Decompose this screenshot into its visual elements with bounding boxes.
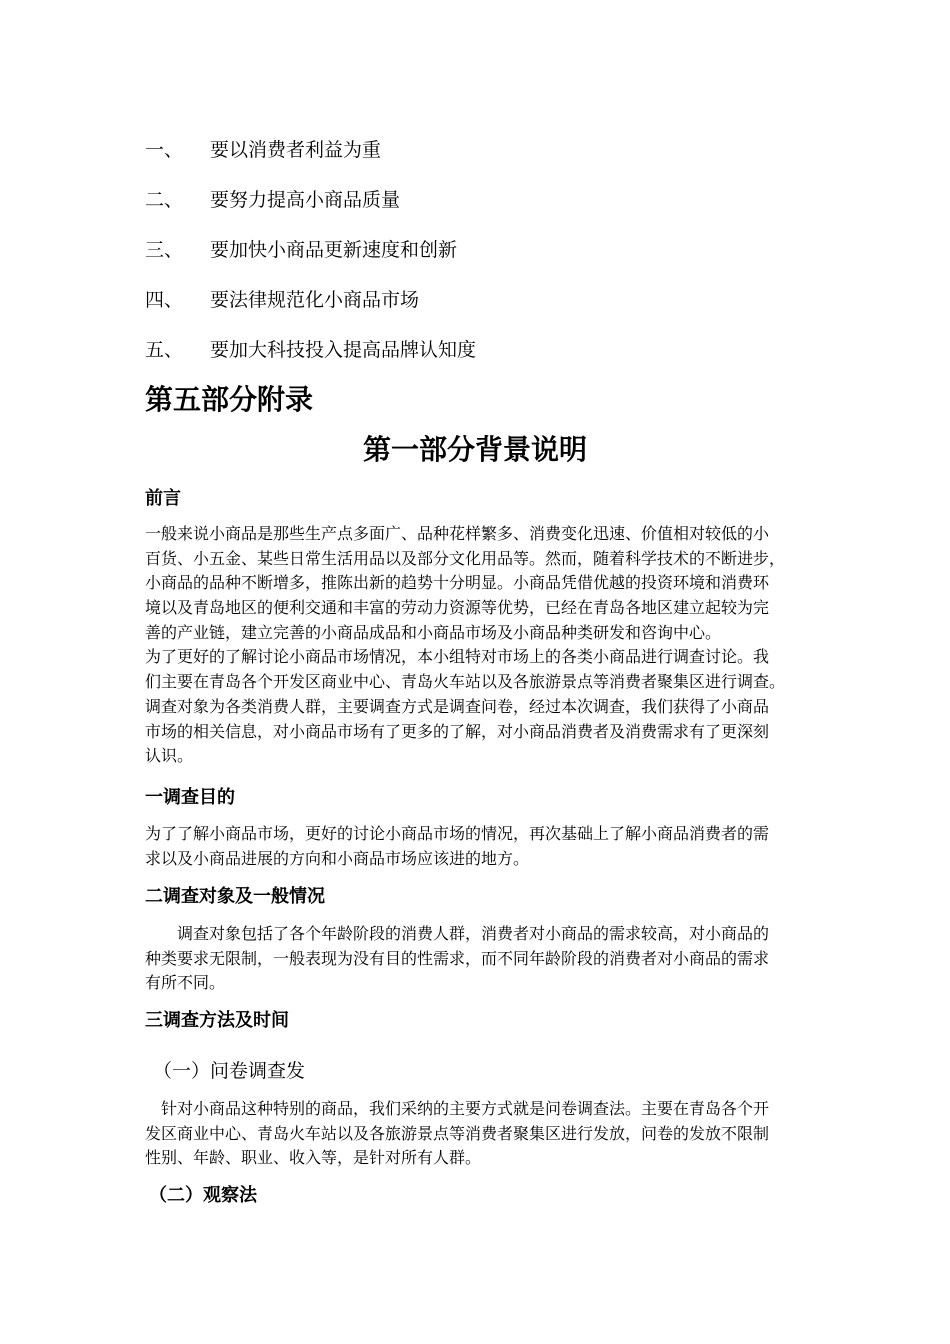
paragraph-line: 一般来说小商品是那些生产点多面广、品种花样繁多、消费变化迅速、价值相对较低的小: [145, 524, 770, 543]
section-1-paragraph: [145, 822, 817, 871]
paragraph-line: 们主要在青岛各个开发区商业中心、青岛火车站以及各旅游景点等消费者聚集区进行调查。: [145, 672, 786, 692]
part-five-heading: 第五部分附录: [145, 383, 314, 416]
paragraph-line: 市场的相关信息，对小商品市场有了更多的了解，对小商品消费者及消费需求有了更深刻: [145, 721, 770, 741]
paragraph-line: 种类要求无限制，一般表现为没有目的性需求，而不同年龄阶段的消费者对小商品的需求: [145, 948, 770, 968]
list-text: 要加大科技投入提高品牌认知度: [210, 339, 477, 361]
paragraph-line: 性别、年龄、职业、收入等，是针对所有人群。: [145, 1148, 482, 1168]
list-number: 四、: [145, 289, 184, 311]
section-2-heading: 二调查对象及一般情况: [145, 886, 325, 907]
paragraph-line: 百货、小五金、某些日常生活用品以及部分文化用品等。然而，随着科学技术的不断进步，: [145, 548, 786, 568]
paragraph-line: 境以及青岛地区的便利交通和丰富的劳动力资源等优势，已经在青岛各地区建立起较为完: [145, 598, 770, 618]
list-number: 一、: [145, 139, 184, 161]
section-2-paragraph: [145, 922, 817, 996]
paragraph-line: 有所不同。: [145, 973, 226, 993]
paragraph-line: 发区商业中心、青岛火车站以及各旅游景点等消费者聚集区进行发放，问卷的发放不限制: [145, 1123, 770, 1143]
list-number: 五、: [145, 339, 184, 361]
paragraph-line: 认识。: [145, 746, 194, 766]
subsection-observation-heading: （二）观察法: [149, 1185, 257, 1206]
list-text: 要法律规范化小商品市场: [210, 289, 420, 311]
paragraph-line: 针对小商品这种特别的商品，我们采纳的主要方式就是问卷调查法。主要在青岛各个开: [145, 1099, 770, 1118]
paragraph-line: 求以及小商品进展的方向和小商品市场应该进的地方。: [145, 848, 530, 868]
preface-paragraph-1: [145, 522, 817, 769]
list-number: 三、: [145, 239, 184, 261]
section-1-heading: 一调查目的: [145, 787, 235, 808]
subsection-questionnaire-heading: （一）问卷调查发: [153, 1060, 306, 1082]
part-one-heading: 第一部分背景说明: [362, 433, 587, 466]
list-text: 要加快小商品更新速度和创新: [210, 239, 458, 261]
list-text: 要努力提高小商品质量: [210, 189, 401, 211]
paragraph-line: 为了了解小商品市场，更好的讨论小商品市场的情况，再次基础上了解小商品消费者的需: [145, 824, 770, 843]
paragraph-line: 调查对象包括了各个年龄阶段的消费人群，消费者对小商品的需求较高，对小商品的: [145, 924, 770, 943]
paragraph-line: 善的产业链，建立完善的小商品成品和小商品市场及小商品种类研发和咨询中心。: [145, 622, 722, 642]
paragraph-line: 为了更好的了解讨论小商品市场情况，本小组特对市场上的各类小商品进行调查讨论。我: [145, 647, 770, 667]
section-3-heading: 三调查方法及时间: [145, 1010, 289, 1031]
preface-heading: 前言: [145, 488, 181, 509]
subsection-questionnaire-paragraph: [145, 1097, 817, 1171]
list-text: 要以消费者利益为重: [210, 139, 382, 161]
paragraph-line: 调查对象为各类消费人群，主要调查方式是调查问卷，经过本次调查，我们获得了小商品: [145, 696, 770, 716]
list-number: 二、: [145, 189, 184, 211]
paragraph-line: 小商品的品种不断增多，推陈出新的趋势十分明显。小商品凭借优越的投资环境和消费环: [145, 573, 770, 593]
